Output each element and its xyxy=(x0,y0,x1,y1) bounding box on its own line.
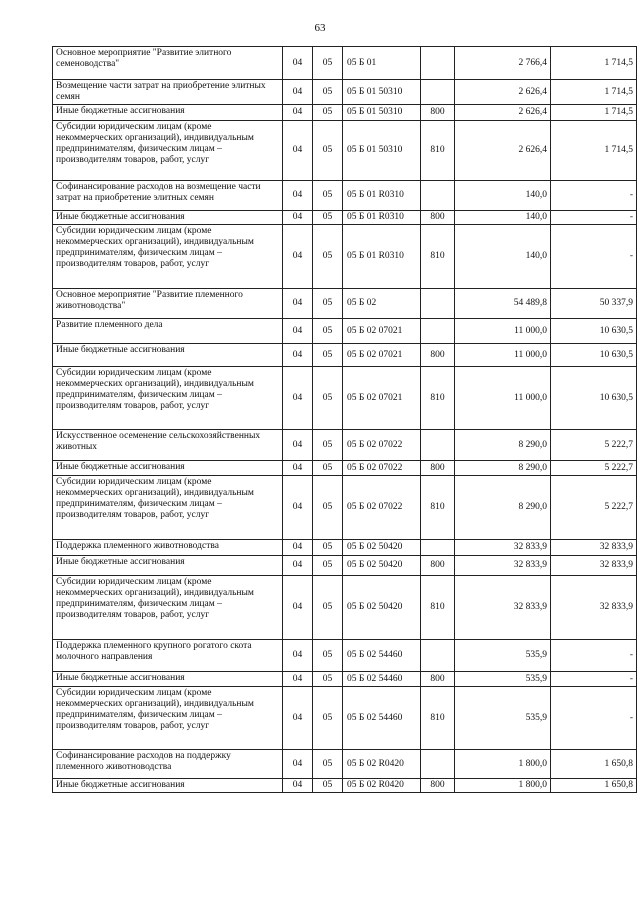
cell-subsection: 05 xyxy=(313,47,343,80)
table-body xyxy=(53,47,637,793)
cell-name: Софинансирование расходов на поддержку племенного животноводства xyxy=(53,750,283,779)
cell-name: Иные бюджетные ассигнования xyxy=(53,211,283,225)
cell-target-article: 05 Б 02 07022 xyxy=(343,430,421,461)
cell-amount-actual: 10 630,5 xyxy=(551,367,637,430)
cell-section: 04 xyxy=(283,181,313,211)
cell-amount-plan: 2 626,4 xyxy=(455,80,551,105)
cell-name: Развитие племенного дела xyxy=(53,319,283,344)
cell-expense-type: 800 xyxy=(421,105,455,121)
table-row xyxy=(53,576,637,640)
cell-amount-actual: 5 222,7 xyxy=(551,430,637,461)
cell-amount-plan: 54 489,8 xyxy=(455,289,551,319)
cell-name: Иные бюджетные ассигнования xyxy=(53,105,283,121)
cell-section: 04 xyxy=(283,211,313,225)
cell-expense-type xyxy=(421,47,455,80)
cell-amount-plan: 535,9 xyxy=(455,672,551,687)
cell-expense-type: 800 xyxy=(421,211,455,225)
table-row xyxy=(53,367,637,430)
table-row xyxy=(53,672,637,687)
cell-amount-actual: 32 833,9 xyxy=(551,540,637,556)
cell-section: 04 xyxy=(283,289,313,319)
cell-amount-plan: 8 290,0 xyxy=(455,476,551,540)
cell-subsection: 05 xyxy=(313,344,343,367)
table-row xyxy=(53,640,637,672)
table-row xyxy=(53,687,637,750)
cell-subsection: 05 xyxy=(313,181,343,211)
cell-section: 04 xyxy=(283,344,313,367)
table-row xyxy=(53,779,637,793)
table-row xyxy=(53,211,637,225)
cell-name: Поддержка племенного животноводства xyxy=(53,540,283,556)
cell-section: 04 xyxy=(283,367,313,430)
cell-section: 04 xyxy=(283,80,313,105)
cell-name: Возмещение части затрат на приобретение элитных семян xyxy=(53,80,283,105)
cell-target-article: 05 Б 02 R0420 xyxy=(343,779,421,793)
cell-subsection: 05 xyxy=(313,461,343,476)
cell-amount-actual: 1 650,8 xyxy=(551,779,637,793)
cell-amount-actual: 32 833,9 xyxy=(551,576,637,640)
cell-section: 04 xyxy=(283,556,313,576)
cell-amount-plan: 11 000,0 xyxy=(455,367,551,430)
cell-expense-type xyxy=(421,319,455,344)
cell-target-article: 05 Б 01 R0310 xyxy=(343,211,421,225)
cell-subsection: 05 xyxy=(313,225,343,289)
cell-amount-actual: 10 630,5 xyxy=(551,319,637,344)
cell-section: 04 xyxy=(283,319,313,344)
cell-amount-plan: 2 626,4 xyxy=(455,121,551,181)
cell-amount-actual: - xyxy=(551,181,637,211)
cell-amount-plan: 535,9 xyxy=(455,687,551,750)
cell-amount-plan: 8 290,0 xyxy=(455,461,551,476)
table-row xyxy=(53,121,637,181)
cell-amount-plan: 32 833,9 xyxy=(455,556,551,576)
cell-expense-type: 800 xyxy=(421,672,455,687)
table-row xyxy=(53,540,637,556)
cell-amount-actual: - xyxy=(551,640,637,672)
page-number: 63 xyxy=(314,22,326,34)
cell-subsection: 05 xyxy=(313,687,343,750)
cell-subsection: 05 xyxy=(313,430,343,461)
cell-target-article: 05 Б 02 R0420 xyxy=(343,750,421,779)
cell-target-article: 05 Б 01 R0310 xyxy=(343,225,421,289)
cell-name: Субсидии юридическим лицам (кроме некоммерческих организаций), индивидуальным предпринимателям, физическим лицам – производителям товаров, работ, услуг xyxy=(53,687,283,750)
cell-section: 04 xyxy=(283,540,313,556)
cell-section: 04 xyxy=(283,225,313,289)
cell-amount-plan: 11 000,0 xyxy=(455,319,551,344)
cell-name: Субсидии юридическим лицам (кроме некоммерческих организаций), индивидуальным предпринимателям, физическим лицам – производителям товаров, работ, услуг xyxy=(53,576,283,640)
cell-subsection: 05 xyxy=(313,80,343,105)
cell-target-article: 05 Б 02 07022 xyxy=(343,461,421,476)
cell-subsection: 05 xyxy=(313,121,343,181)
cell-target-article: 05 Б 02 54460 xyxy=(343,672,421,687)
cell-target-article: 05 Б 02 50420 xyxy=(343,556,421,576)
cell-subsection: 05 xyxy=(313,367,343,430)
cell-section: 04 xyxy=(283,47,313,80)
cell-subsection: 05 xyxy=(313,779,343,793)
cell-subsection: 05 xyxy=(313,289,343,319)
table-row xyxy=(53,105,637,121)
cell-expense-type: 800 xyxy=(421,344,455,367)
cell-amount-actual: 1 650,8 xyxy=(551,750,637,779)
cell-section: 04 xyxy=(283,461,313,476)
cell-target-article: 05 Б 02 50420 xyxy=(343,540,421,556)
table-row xyxy=(53,430,637,461)
cell-amount-plan: 32 833,9 xyxy=(455,576,551,640)
cell-target-article: 05 Б 01 R0310 xyxy=(343,181,421,211)
cell-amount-actual: - xyxy=(551,687,637,750)
cell-name: Основное мероприятие "Развитие элитного семеноводства" xyxy=(53,47,283,80)
table-row xyxy=(53,47,637,80)
cell-target-article: 05 Б 02 07021 xyxy=(343,319,421,344)
cell-amount-plan: 140,0 xyxy=(455,211,551,225)
cell-expense-type: 800 xyxy=(421,461,455,476)
cell-amount-plan: 1 800,0 xyxy=(455,779,551,793)
cell-name: Субсидии юридическим лицам (кроме некоммерческих организаций), индивидуальным предпринимателям, физическим лицам – производителям товаров, работ, услуг xyxy=(53,476,283,540)
cell-name: Искусственное осеменение сельскохозяйственных животных xyxy=(53,430,283,461)
table-row xyxy=(53,80,637,105)
cell-amount-plan: 140,0 xyxy=(455,225,551,289)
cell-name: Иные бюджетные ассигнования xyxy=(53,344,283,367)
table-row xyxy=(53,476,637,540)
cell-expense-type xyxy=(421,181,455,211)
table-row xyxy=(53,225,637,289)
table-row xyxy=(53,344,637,367)
cell-section: 04 xyxy=(283,476,313,540)
cell-amount-plan: 140,0 xyxy=(455,181,551,211)
cell-expense-type: 810 xyxy=(421,576,455,640)
cell-name: Субсидии юридическим лицам (кроме некоммерческих организаций), индивидуальным предпринимателям, физическим лицам – производителям товаров, работ, услуг xyxy=(53,367,283,430)
cell-section: 04 xyxy=(283,105,313,121)
cell-subsection: 05 xyxy=(313,476,343,540)
cell-name: Иные бюджетные ассигнования xyxy=(53,779,283,793)
table-row xyxy=(53,289,637,319)
cell-name: Иные бюджетные ассигнования xyxy=(53,672,283,687)
cell-expense-type: 810 xyxy=(421,687,455,750)
cell-section: 04 xyxy=(283,576,313,640)
cell-expense-type xyxy=(421,540,455,556)
cell-amount-actual: - xyxy=(551,211,637,225)
cell-name: Субсидии юридическим лицам (кроме некоммерческих организаций), индивидуальным предпринимателям, физическим лицам – производителям товаров, работ, услуг xyxy=(53,225,283,289)
cell-subsection: 05 xyxy=(313,750,343,779)
cell-expense-type xyxy=(421,80,455,105)
cell-expense-type: 810 xyxy=(421,367,455,430)
cell-amount-plan: 2 626,4 xyxy=(455,105,551,121)
cell-amount-actual: 5 222,7 xyxy=(551,476,637,540)
cell-subsection: 05 xyxy=(313,105,343,121)
cell-subsection: 05 xyxy=(313,319,343,344)
cell-target-article: 05 Б 02 xyxy=(343,289,421,319)
cell-subsection: 05 xyxy=(313,556,343,576)
cell-subsection: 05 xyxy=(313,211,343,225)
cell-amount-plan: 11 000,0 xyxy=(455,344,551,367)
cell-subsection: 05 xyxy=(313,576,343,640)
cell-amount-actual: 50 337,9 xyxy=(551,289,637,319)
cell-subsection: 05 xyxy=(313,640,343,672)
cell-target-article: 05 Б 02 50420 xyxy=(343,576,421,640)
cell-name: Иные бюджетные ассигнования xyxy=(53,461,283,476)
cell-amount-plan: 2 766,4 xyxy=(455,47,551,80)
cell-expense-type xyxy=(421,430,455,461)
cell-name: Субсидии юридическим лицам (кроме некоммерческих организаций), индивидуальным предпринимателям, физическим лицам – производителям товаров, работ, услуг xyxy=(53,121,283,181)
cell-target-article: 05 Б 02 54460 xyxy=(343,640,421,672)
cell-amount-plan: 535,9 xyxy=(455,640,551,672)
cell-target-article: 05 Б 02 07022 xyxy=(343,476,421,540)
cell-section: 04 xyxy=(283,121,313,181)
cell-subsection: 05 xyxy=(313,540,343,556)
cell-target-article: 05 Б 02 07021 xyxy=(343,344,421,367)
table-row xyxy=(53,556,637,576)
cell-amount-actual: - xyxy=(551,225,637,289)
cell-target-article: 05 Б 02 07021 xyxy=(343,367,421,430)
cell-amount-actual: 32 833,9 xyxy=(551,556,637,576)
cell-target-article: 05 Б 01 50310 xyxy=(343,121,421,181)
cell-section: 04 xyxy=(283,640,313,672)
cell-expense-type xyxy=(421,640,455,672)
cell-amount-plan: 32 833,9 xyxy=(455,540,551,556)
cell-expense-type: 810 xyxy=(421,121,455,181)
cell-section: 04 xyxy=(283,430,313,461)
cell-amount-plan: 8 290,0 xyxy=(455,430,551,461)
cell-name: Иные бюджетные ассигнования xyxy=(53,556,283,576)
table-row xyxy=(53,461,637,476)
table-row xyxy=(53,181,637,211)
cell-target-article: 05 Б 01 xyxy=(343,47,421,80)
table-row xyxy=(53,319,637,344)
cell-expense-type xyxy=(421,750,455,779)
budget-table xyxy=(52,46,637,793)
cell-amount-actual: 1 714,5 xyxy=(551,47,637,80)
cell-expense-type: 800 xyxy=(421,556,455,576)
cell-target-article: 05 Б 01 50310 xyxy=(343,105,421,121)
cell-amount-actual: 5 222,7 xyxy=(551,461,637,476)
cell-section: 04 xyxy=(283,687,313,750)
cell-amount-plan: 1 800,0 xyxy=(455,750,551,779)
cell-amount-actual: - xyxy=(551,672,637,687)
cell-amount-actual: 10 630,5 xyxy=(551,344,637,367)
cell-name: Поддержка племенного крупного рогатого скота молочного направления xyxy=(53,640,283,672)
cell-section: 04 xyxy=(283,750,313,779)
cell-amount-actual: 1 714,5 xyxy=(551,121,637,181)
cell-target-article: 05 Б 01 50310 xyxy=(343,80,421,105)
cell-expense-type xyxy=(421,289,455,319)
cell-section: 04 xyxy=(283,779,313,793)
cell-name: Основное мероприятие "Развитие племенного животноводства" xyxy=(53,289,283,319)
cell-expense-type: 800 xyxy=(421,779,455,793)
cell-section: 04 xyxy=(283,672,313,687)
cell-target-article: 05 Б 02 54460 xyxy=(343,687,421,750)
cell-expense-type: 810 xyxy=(421,225,455,289)
table-row xyxy=(53,750,637,779)
cell-subsection: 05 xyxy=(313,672,343,687)
cell-name: Софинансирование расходов на возмещение части затрат на приобретение элитных семян xyxy=(53,181,283,211)
cell-amount-actual: 1 714,5 xyxy=(551,80,637,105)
cell-expense-type: 810 xyxy=(421,476,455,540)
cell-amount-actual: 1 714,5 xyxy=(551,105,637,121)
